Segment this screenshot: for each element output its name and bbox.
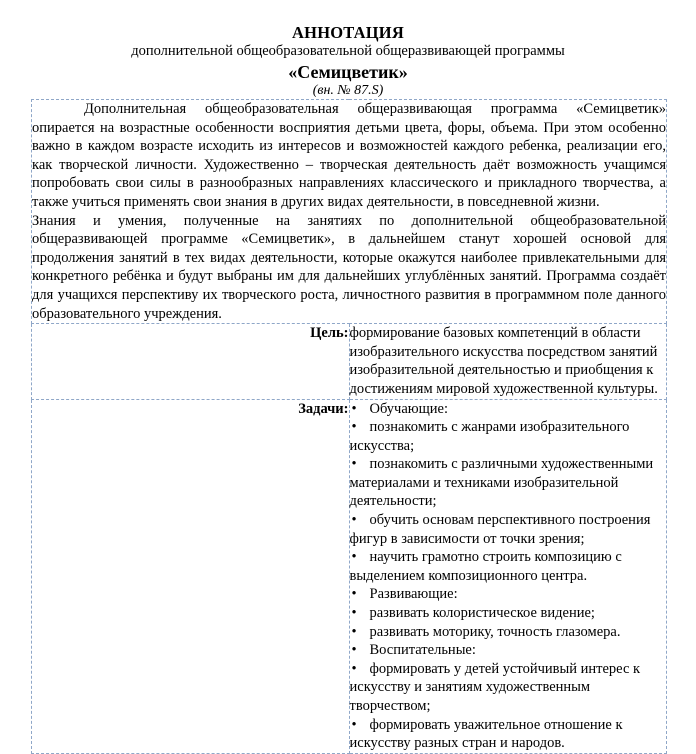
description-cell [32,100,667,324]
bullet-icon: • [351,456,357,473]
task-item: • развивать колористическое видение; [351,605,595,622]
bullet-icon: • [351,716,357,733]
registry-number: (вн. № 87.S) [312,83,384,98]
bullet-icon: • [351,549,357,566]
task-item: • Воспитательные: [351,642,476,659]
goal-label: Цель: [32,324,350,399]
task-item: • обучить основам перспективного построения фигур в зависимости от точки зрения; [349,512,651,547]
task-item: • Развивающие: [351,586,458,603]
task-item: • познакомить с жанрами изобразительного искусства; [349,419,630,454]
program-name: «Семицветик» [288,62,408,82]
tasks-row [32,399,667,753]
tasks-list [349,399,667,753]
description-row [32,100,667,324]
bullet-icon: • [351,419,357,436]
task-item: • развивать моторику, точность глазомера. [351,623,621,640]
bullet-icon: • [351,586,357,603]
document-subtitle: дополнительной общеобразовательной общеразвивающей программы [131,43,565,59]
bullet-icon: • [351,512,357,529]
bullet-icon: • [351,605,357,622]
annotation-table [31,99,667,754]
description-paragraph-1: Дополнительная общеобразовательная общеразвивающая программа «Семицветик» опирается на возрастные особенности восприятия детьми цвета, форы, объема. При этом особенно важно в каждом возрасте исходить из интересов и возможностей каждого ребенка, реализации его, как творческой личности. Художественно – творческая деятельность даёт возможность учащимся попробовать свои силы в разнообразных направлениях классического и прикладного творчества, а также учиться применять свои знания в других видах деятельности, в повседневной жизни. [32,101,666,210]
bullet-icon: • [351,660,357,677]
task-item: • познакомить с различными художественными материалами и техниками изобразительной деятельности; [349,456,654,510]
document-title: АННОТАЦИЯ [292,23,404,42]
task-item: • Обучающие: [351,400,448,417]
goal-row [32,324,667,399]
bullet-icon: • [351,623,357,640]
task-item: • научить грамотно строить композицию с выделением композиционного центра. [349,549,622,584]
description-paragraph-2: Знания и умения, полученные на занятиях по дополнительной общеобразовательной общеразвивающей программе «Семицветик», в дальнейшем станут хорошей основой для продолжения занятий в тех видах деятельности, которые окажутся наиболее привлекательными для конкретного ребёнка и будут выбраны им для дальнейших углублённых занятий. Программа создаёт для учащихся перспективу их творческого роста, личностного развития в программном поле данного образовательного учреждения. [32,212,666,322]
bullet-icon: • [351,400,357,417]
tasks-label: Задачи: [32,399,350,753]
goal-text: формирование базовых компетенций в области изобразительного искусства посредством занятий изобразительной деятельностью и приобщения к достижениям мировой художественной культуры. [349,324,667,399]
task-item: • формировать у детей устойчивый интерес к искусству и занятиям художественным творчеством; [349,660,641,714]
task-item: • формировать уважительное отношение к искусству разных стран и народов. [349,716,623,752]
bullet-icon: • [351,642,357,659]
